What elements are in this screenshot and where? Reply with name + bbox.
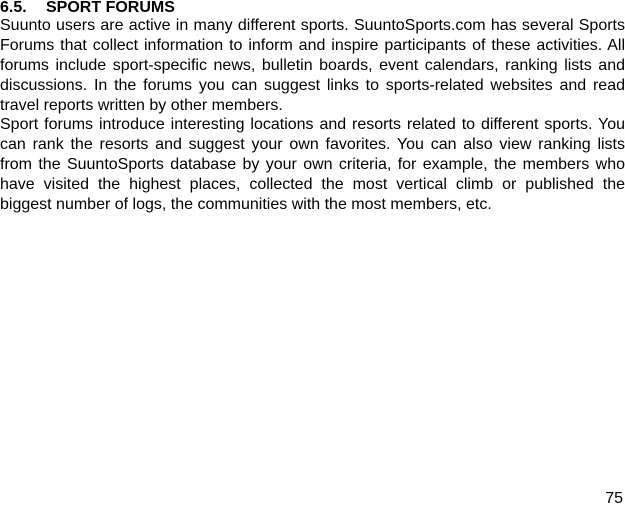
page-number: 75	[605, 490, 623, 507]
paragraph-intro: Suunto users are active in many different sports. SuuntoSports.com has several Sports Forums that collect information to inform and inspire participants of these activities. All forums include sport-specific news, bulletin boards, event calendars, ranking lists and discussions. In the forums you can suggest links to sports-related websites and read travel reports written by other members.	[0, 17, 625, 114]
section-number: 6.5.	[0, 0, 27, 16]
section-title: SPORT FORUMS	[46, 0, 175, 16]
paragraph-sport-forums: Sport forums introduce interesting locations and resorts related to different sports. You can rank the resorts and suggest your own favorites. You can also view ranking lists from the SuuntoSports database by your own criteria, for example, the members who have visited the highest places, collected the most vertical climb or published the biggest number of logs, the communities with the most members, etc.	[0, 116, 625, 213]
section-heading	[0, 0, 175, 17]
